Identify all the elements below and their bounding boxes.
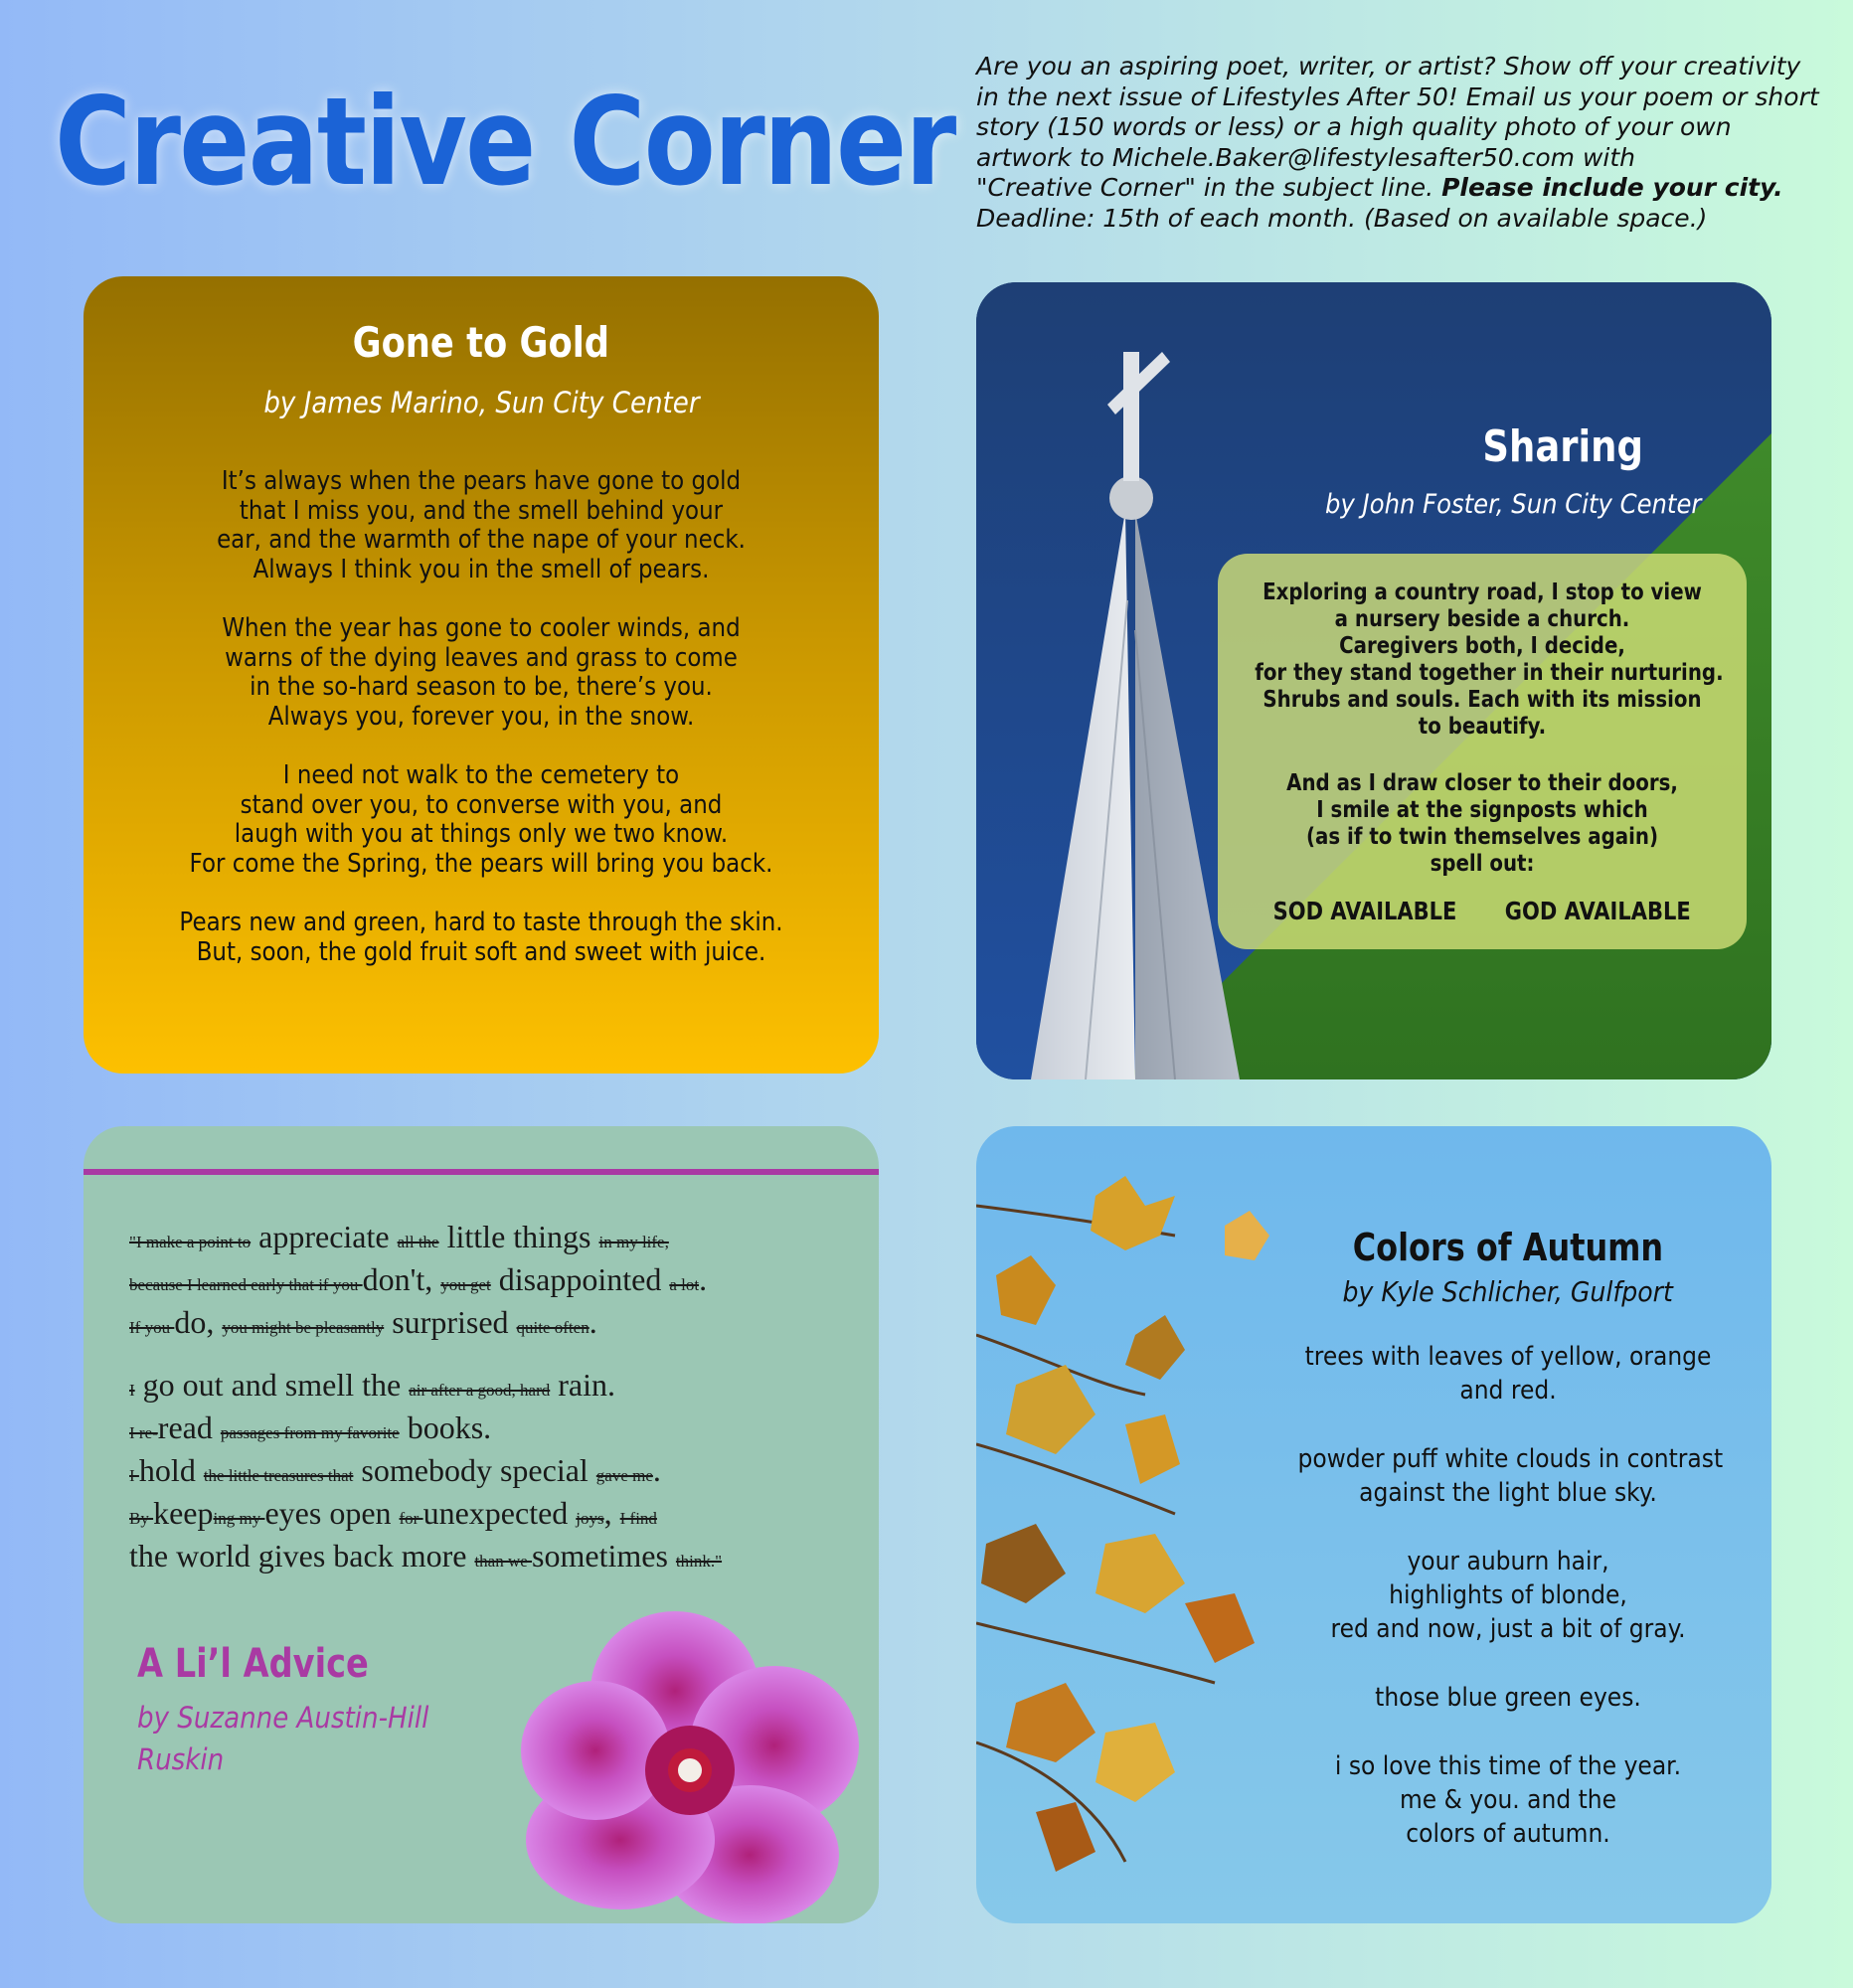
poem-line: and red. [1459,1376,1557,1406]
poem-line: Pears new and green, hard to taste through the skin. [179,908,783,937]
struck-words: quite often [516,1318,590,1337]
struck-words: I [129,1466,139,1485]
autumn-leaves-image [976,1166,1314,1921]
stanza [1274,1442,1742,1510]
poem-line: When the year has gone to cooler winds, and [222,613,741,643]
kept-words: disappointed [490,1261,670,1297]
struck-words: because I learned early that [129,1275,314,1294]
kept-words: do, [174,1304,223,1340]
poem-line [129,1449,722,1492]
struck-words: all the [397,1233,439,1251]
kept-words: sometimes [532,1538,676,1574]
struck-words: you might be pleasantly [222,1318,385,1337]
kept-words: hold [138,1452,204,1488]
stanza [1274,1749,1742,1851]
card-byline: by Suzanne Austin-Hill Ruskin [137,1701,429,1776]
poem-line: i so love this time of the year. [1334,1751,1682,1781]
poem-line: It’s always when the pears have gone to gold [221,466,742,496]
intro-line: story (150 words or less) or a high quality photo of your own [976,112,1732,141]
poem-line: And as I draw closer to their doors, [1286,770,1678,796]
intro-city-note: Please include your city. [1441,173,1783,202]
blackout-poem [129,1216,722,1577]
intro-line [976,173,1811,204]
struck-words: the little treasures that [203,1466,354,1485]
stanza [1274,1681,1742,1715]
stanza-break [129,1344,722,1364]
god-sign: GOD AVAILABLE [1505,897,1692,925]
stanza [84,614,879,732]
poem-line: spell out: [1430,851,1535,877]
kept-words: , [603,1495,620,1531]
poem-line: Always I think you in the smell of pears. [253,554,710,584]
poem-line: for they stand together in their nurturing. [1255,660,1724,686]
struck-words: I find [619,1509,657,1528]
stanza [84,761,879,879]
struck-words: If you [129,1318,175,1337]
struck-words: if you [313,1275,363,1294]
poem-line [129,1492,722,1535]
accent-bar [84,1169,879,1175]
poem-line: those blue green eyes. [1375,1683,1641,1713]
poem-line: Always you, forever you, in the snow. [267,701,695,732]
poem-line: Exploring a country road, I stop to view [1263,580,1702,605]
poem-line: powder puff white clouds in contrast [1297,1444,1724,1474]
kept-words: . [652,1452,661,1488]
poem-line: I need not walk to the cemetery to [282,760,680,790]
poem-line [129,1258,722,1301]
struck-words: passages from my favorite [220,1423,400,1442]
card-title: A Li’l Advice [137,1641,369,1687]
poem-line: (as if to twin themselves again) [1306,824,1658,850]
poem-line: Shrubs and souls. Each with its mission [1263,687,1702,713]
struck-words: By [129,1509,154,1528]
poem-line: red and now, just a bit of gray. [1330,1614,1686,1644]
kept-words: . [699,1261,708,1297]
struck-words: gave me [595,1466,653,1485]
kept-words: rain. [550,1367,616,1403]
kept-words: . [589,1304,597,1340]
poem-body [1274,1340,1742,1886]
poem-line: in the so-hard season to be, there’s you. [250,672,713,702]
card-byline: by James Marino, Sun City Center [262,386,700,419]
poem-line: to beautify. [1418,714,1547,740]
stanza [84,467,879,584]
poem-line: But, soon, the gold fruit soft and sweet with juice. [196,936,766,967]
poem-line: your auburn hair, [1407,1547,1609,1576]
poem-line: laugh with you at things only we two know. [234,819,729,849]
struck-words: I re- [129,1423,158,1442]
intro-subject-text: "Creative Corner" in the subject line. [976,173,1442,202]
hibiscus-flower-image [511,1603,869,1923]
kept-words: somebody special [353,1452,596,1488]
poem-line [129,1364,722,1407]
intro-line: Are you an aspiring poet, writer, or artist? Show off your creativity [976,52,1801,81]
kept-words: read [157,1409,221,1445]
struck-words: ing my [213,1509,265,1528]
kept-words: go out and smell the [134,1367,410,1403]
poem-line: colors of autumn. [1406,1819,1610,1849]
kept-words: books. [399,1409,492,1445]
poem-line: against the light blue sky. [1359,1478,1657,1508]
poem-body [84,467,879,997]
kept-words: surprised [384,1304,517,1340]
kept-words: unexpected [422,1495,577,1531]
stanza [84,909,879,967]
sod-sign: SOD AVAILABLE [1272,897,1457,925]
sharing-card [976,282,1771,1079]
struck-words: you get [440,1275,491,1294]
kept-words: appreciate [251,1219,398,1254]
kept-words: eyes open [264,1495,400,1531]
poem-line [129,1216,722,1258]
poem-line: that I miss you, and the smell behind your [239,495,724,526]
poem-line: ear, and the warmth of the nape of your neck. [217,525,746,555]
poem-line: highlights of blonde, [1389,1580,1627,1610]
poem-body [1218,580,1747,908]
poem-line: stand over you, to converse with you, and [240,789,723,820]
poem-line [129,1301,722,1344]
poem-line [129,1407,722,1449]
card-title: Colors of Autumn [1352,1226,1664,1269]
stanza [1218,580,1747,741]
poem-line [129,1535,722,1577]
poem-line: a nursery beside a church. [1334,606,1630,632]
struck-words: for [399,1509,423,1528]
intro-line: artwork to Michele.Baker@lifestylesafter50.com with [976,142,1636,172]
card-byline: by John Foster, Sun City Center [1324,489,1702,520]
stanza [1274,1545,1742,1646]
page-title: Creative Corner [55,72,955,213]
struck-words: than we [474,1552,533,1571]
kept-words: little things [438,1219,599,1254]
advice-card [84,1126,879,1923]
intro-deadline: Deadline: 15th of each month. (Based on available space.) [976,203,1708,233]
poem-line: Caregivers both, I decide, [1339,633,1625,659]
struck-words: air after a good, hard [409,1381,551,1400]
struck-words: I [129,1381,135,1400]
poem-panel [1218,554,1747,949]
card-title: Sharing [1482,421,1643,472]
card-title: Gone to Gold [352,318,610,367]
struck-words: joys [576,1509,604,1528]
signposts [1256,897,1709,925]
poem-line: me & you. and the [1399,1785,1617,1815]
struck-words: "I make a point to [129,1233,252,1251]
poem-line: For come the Spring, the pears will bring you back. [189,848,773,879]
card-byline: by Kyle Schlicher, Gulfport [1342,1275,1674,1308]
gone-to-gold-card [84,276,879,1074]
struck-words: a lot [669,1275,700,1294]
struck-words: think." [675,1552,723,1571]
poem-line: I smile at the signposts which [1316,797,1648,823]
poem-line: trees with leaves of yellow, orange [1304,1342,1712,1372]
colors-of-autumn-card [976,1126,1771,1923]
submission-intro [976,52,1819,234]
poem-line: warns of the dying leaves and grass to come [225,642,738,673]
kept-words: the world gives back more [129,1538,475,1574]
intro-line: in the next issue of Lifestyles After 50! Email us your poem or short [976,82,1819,111]
stanza [1274,1340,1742,1408]
kept-words: keep [153,1495,214,1531]
kept-words: don't, [362,1261,441,1297]
stanza [1218,770,1747,878]
struck-words: in my life, [598,1233,669,1251]
